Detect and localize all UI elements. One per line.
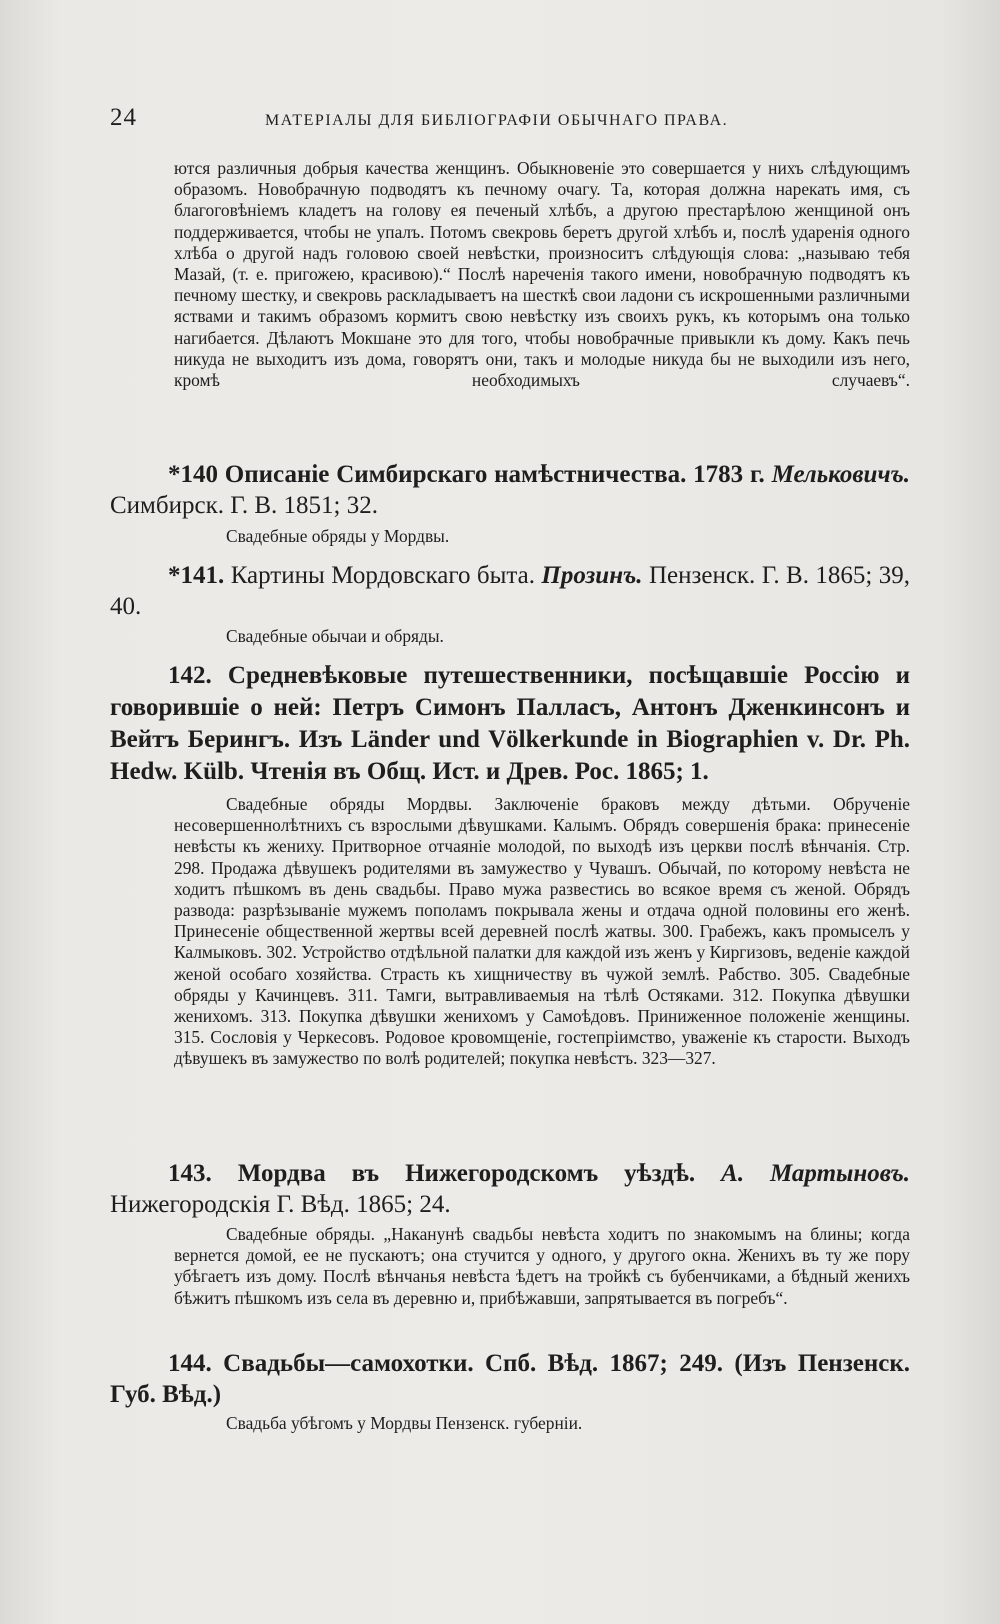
entry-number: 144. <box>168 1350 212 1377</box>
entry-author: Мельковичъ. <box>771 461 911 488</box>
entry-note: Свадьба убѣгомъ у Мордвы Пензенск. губерніи. <box>226 1413 583 1433</box>
entry-note: Свадебные обряды Мордвы. Заключеніе браковъ между дѣтьми. Обрученіе несовершеннолѣтнихъ съ взрослыми дѣвушками. Калымъ. Обрядъ совершенія брака: принесеніе невѣсты къ жениху. Притворное отчаяніе молодой, по выходѣ изъ церкви послѣ вѣнчанія. Стр. 298. Продажа дѣвушекъ родителями въ замужество у Чувашъ. Обычай, по которому невѣста не ходитъ пѣшкомъ въ день свадьбы. Право мужа развестись во всякое время съ женой. Обрядъ развода: разрѣзываніе мужемъ пополамъ покрывала жены и отдача одной половины его женѣ. Принесеніе общественной жертвы всей деревней послѣ жатвы. 300. Грабежъ, какъ промыселъ у Калмыковъ. 302. Устройство отдѣльной палатки для каждой изъ женъ у Киргизовъ, веденіе каждой женой особаго хозяйства. Страсть къ хищничеству въ чужой землѣ. Рабство. 305. Свадебные обряды у Качинцевъ. 311. Тамги, вытравливаемыя на тѣлѣ Остяками. 312. Покупка дѣвушки женихомъ. 313. Покупка дѣвушки женихомъ у Самоѣдовъ. Приниженное положеніе женщины. 315. Сословія у Черкесовъ. Родовое кровомщеніе, гостепріимство, уваженіе къ старости. Выходъ дѣвушекъ въ замужество по волѣ родителей; покупка невѣстъ. 323—327. <box>174 794 910 1069</box>
entry-title: Средневѣковые путешественники, посѣщавшіе Россію и говорившіе о ней: Петръ Симонъ Палласъ, Антонъ Дженкинсонъ и Вейтъ Берингъ. Изъ Länder und Völkerkunde in Biographien v. Dr. Ph. Hedw. Külb. Чтенія въ Общ. Ист. и Древ. Рос. 1865; 1. <box>110 662 911 785</box>
bibliography-entry-143 <box>110 1158 910 1220</box>
entry-author: А. Мартыновъ. <box>721 1160 911 1187</box>
entry-title: Картины Мордовскаго быта. <box>230 562 535 589</box>
running-title: МАТЕРІАЛЫ ДЛЯ БИБЛІОГРАФІИ ОБЫЧНАГО ПРАВА. <box>265 112 729 129</box>
page-number: 24 <box>110 104 137 131</box>
page-header <box>110 104 910 138</box>
bibliography-entry-140 <box>110 459 910 521</box>
entry-note: Свадебные обряды. „Наканунѣ свадьбы невѣста ходитъ по знакомымъ на блины; когда вернется домой, ее не пускаютъ; она стучится у одного, у другого окна. Женихъ въ ту же пору убѣгаетъ изъ дому. Послѣ вѣнчанья невѣста ѣдетъ на тройкѣ съ бубенчиками, а бѣдный женихъ бѣжитъ пѣшкомъ изъ села въ деревню и, прибѣжавши, запрятывается въ погребъ“. <box>174 1224 910 1308</box>
bibliography-entry-141 <box>110 560 910 622</box>
bibliography-entry-144 <box>110 1348 910 1410</box>
entry-source: Нижегородскія Г. Вѣд. 1865; 24. <box>110 1191 451 1218</box>
entry-note: Свадебные обряды у Мордвы. <box>226 526 450 546</box>
entry-title: Описаніе Симбирскаго намѣстничества. 1783 г. <box>224 461 765 488</box>
entry-title: Свадьбы—самохотки. Спб. Вѣд. 1867; 249. (Изъ Пензенск. Губ. Вѣд.) <box>110 1350 911 1408</box>
entry-title: Мордва въ Нижегородскомъ уѣздѣ. <box>237 1160 696 1187</box>
entry-note: Свадебные обычаи и обряды. <box>226 626 444 646</box>
entry-number: *140 <box>168 461 218 488</box>
entry-number: *141. <box>168 562 225 589</box>
entry-source: Пензенск. Г. В. 1865; 39, 40. <box>110 562 911 620</box>
bibliography-entry-142 <box>110 660 910 788</box>
continued-paragraph: ются различныя добрыя качества женщинъ. Обыкновеніе это совершается у нихъ слѣдующимъ образомъ. Новобрачную подводятъ къ печному очагу. Та, которая должна нарекать имя, съ благоговѣніемъ кладетъ на голову ея печеный хлѣбъ, а другою престарѣлою женщиной онъ поддерживается, чтобы не упалъ. Потомъ свекровь беретъ другой хлѣбъ и, послѣ ударенія одного хлѣба о другой надъ головою своей невѣстки, произноситъ слѣдующія слова: „называю тебя Мазай, (т. е. пригожею, красивою).“ Послѣ нареченія такого имени, новобрачную подводятъ къ печному шестку, и свекровь раскладываетъ на шесткѣ свои ладони съ искрошенными различными яствами и такимъ образомъ кормитъ свою невѣстку изъ своихъ рукъ, къ которымъ она только нагибается. Дѣлаютъ Мокшане это для того, чтобы новобрачные привыкли къ дому. Какъ печь никуда не выходитъ изъ дома, говорятъ они, такъ и молодые никуда бы не выходили изъ него, кромѣ необходимыхъ случаевъ“. <box>174 158 910 391</box>
entry-source: Симбирск. Г. В. 1851; 32. <box>110 492 378 519</box>
entry-number: 142. <box>168 662 212 689</box>
entry-author: Прозинъ. <box>541 562 643 589</box>
entry-number: 143. <box>168 1160 212 1187</box>
